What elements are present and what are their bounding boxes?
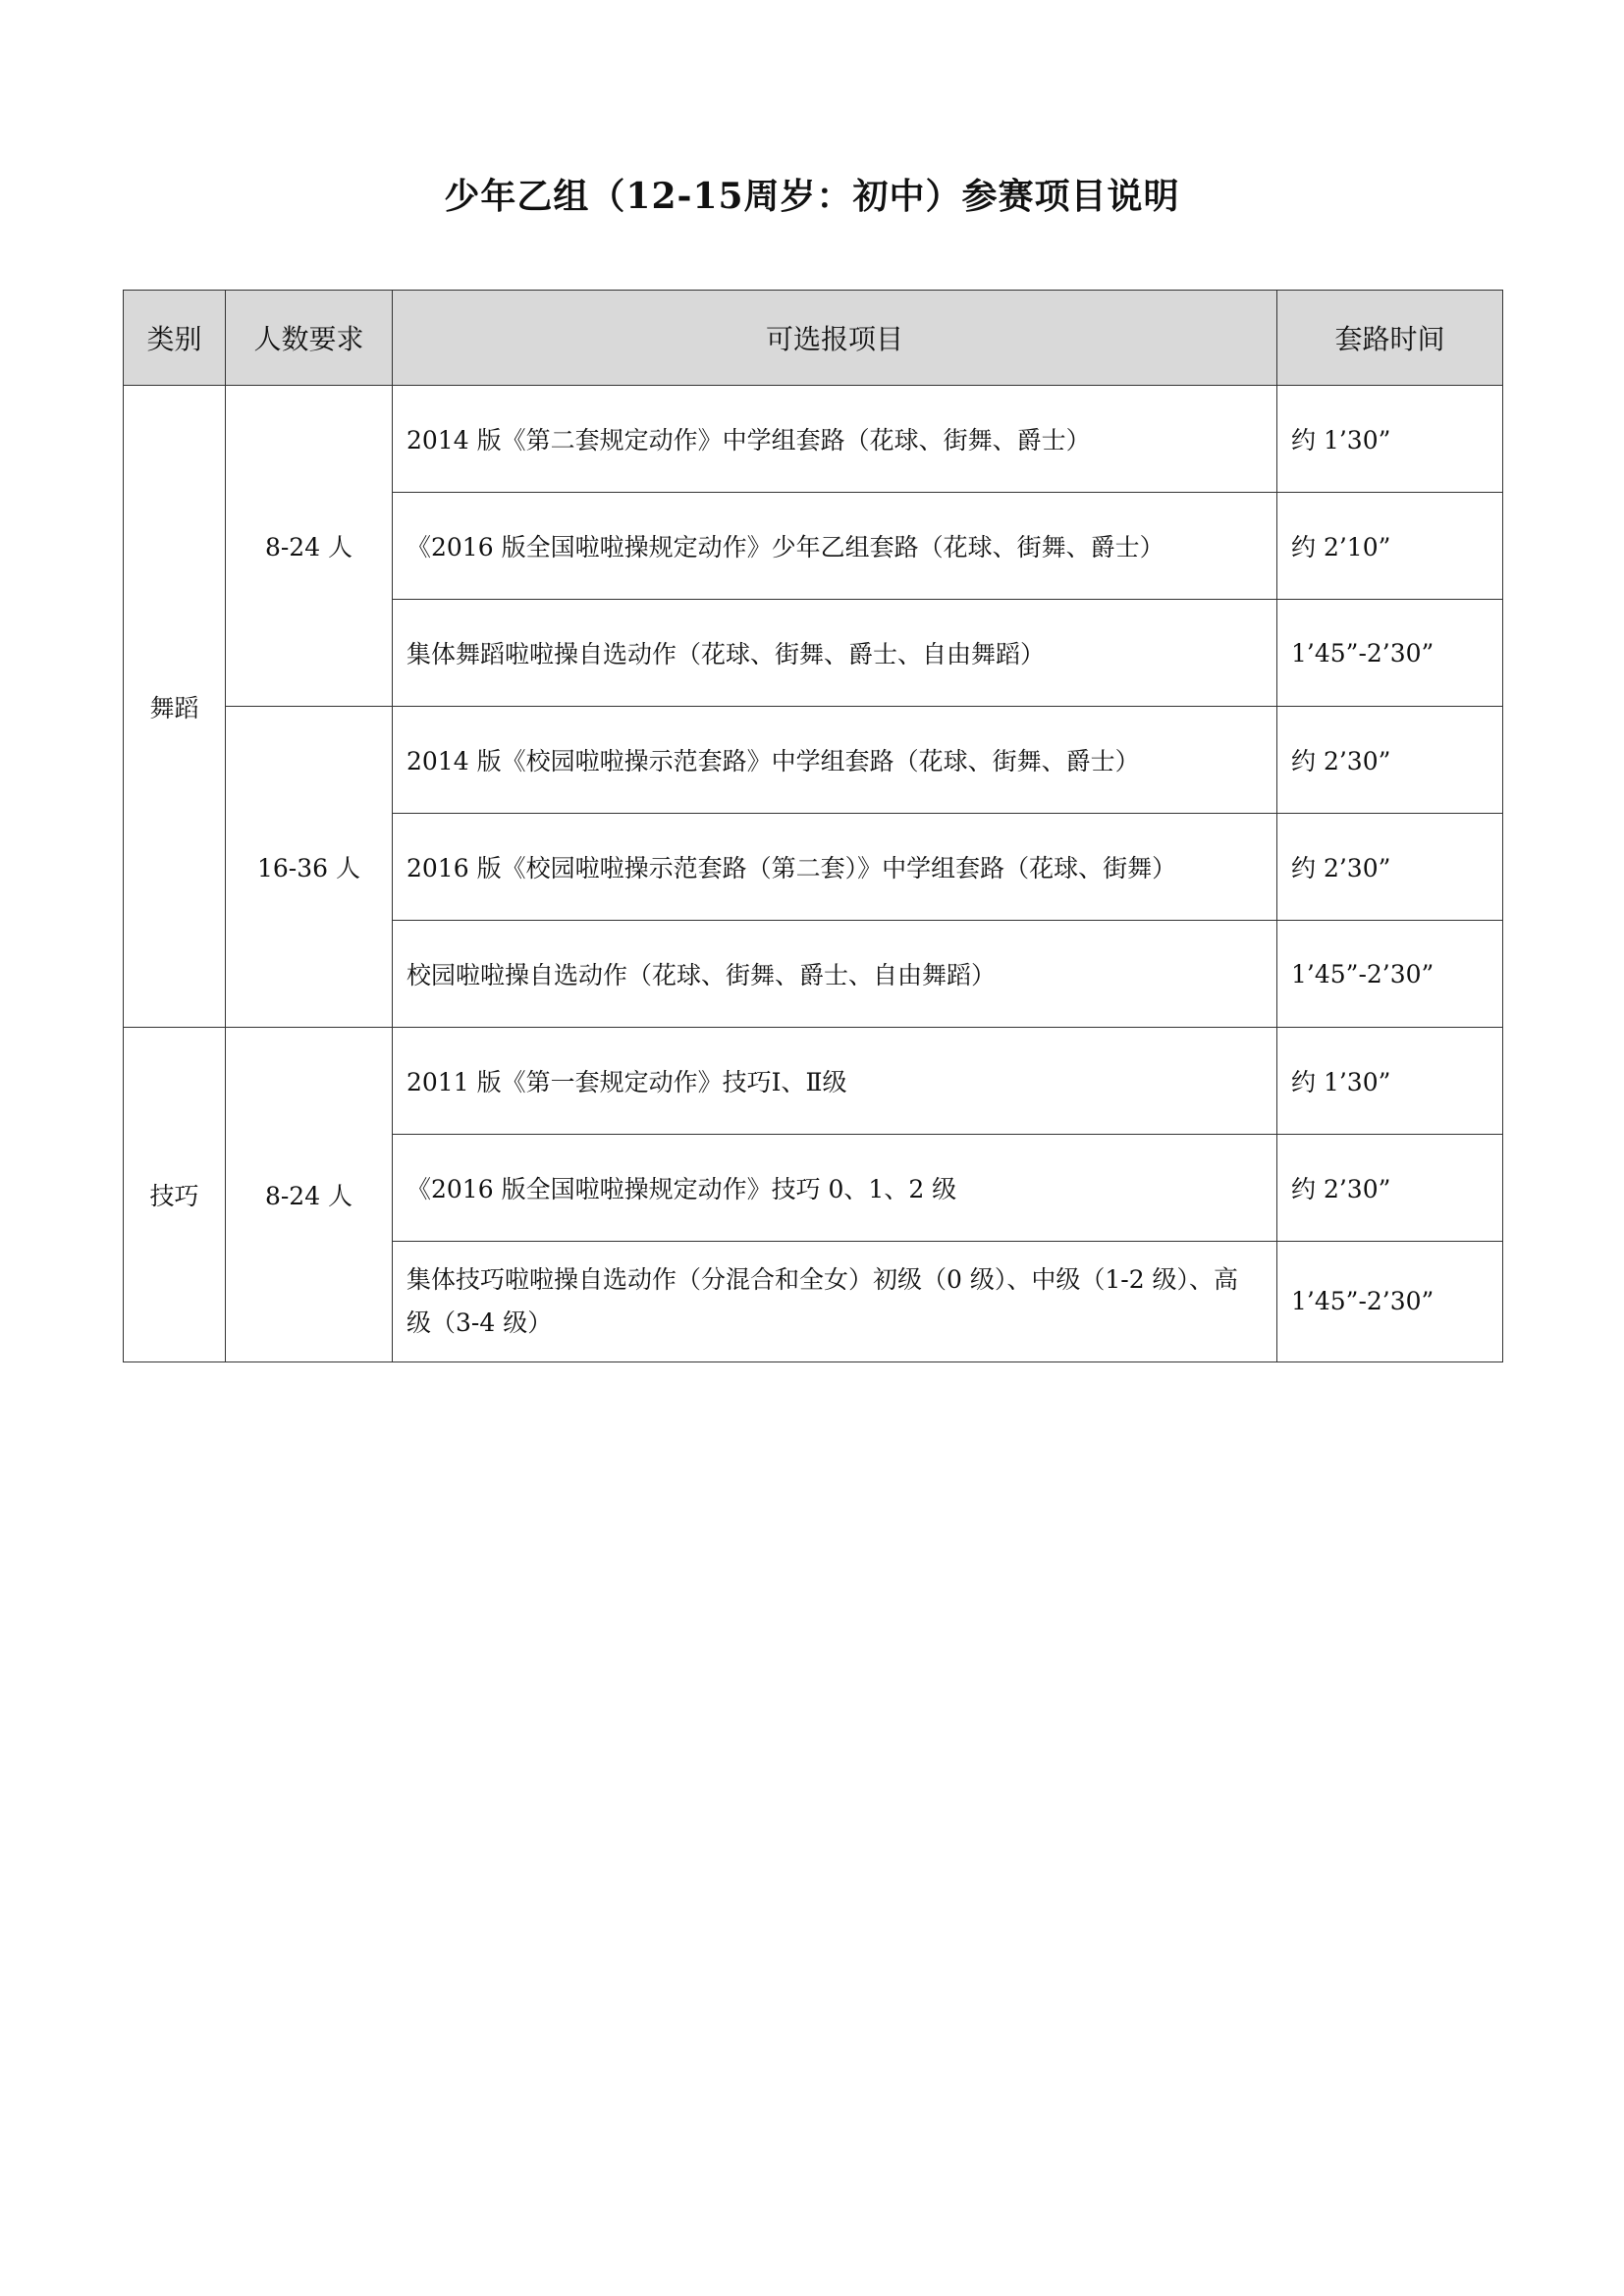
item-cell: 2011 版《第一套规定动作》技巧Ⅰ、Ⅱ级	[393, 1028, 1277, 1135]
category-cell: 舞蹈	[124, 386, 226, 1028]
time-cell: 约 2’30”	[1277, 814, 1503, 921]
count-cell: 16-36 人	[226, 707, 393, 1028]
time-cell: 约 2’30”	[1277, 1135, 1503, 1242]
events-table	[123, 290, 1503, 1362]
item-cell: 《2016 版全国啦啦操规定动作》技巧 0、1、2 级	[393, 1135, 1277, 1242]
header-category: 类别	[124, 291, 226, 386]
table-header-row	[124, 291, 1503, 386]
count-cell: 8-24 人	[226, 1028, 393, 1362]
item-cell: 集体舞蹈啦啦操自选动作（花球、街舞、爵士、自由舞蹈）	[393, 600, 1277, 707]
page-title: 少年乙组（12-15周岁：初中）参赛项目说明	[444, 176, 1180, 217]
item-cell: 2014 版《第二套规定动作》中学组套路（花球、街舞、爵士）	[393, 386, 1277, 493]
item-cell: 《2016 版全国啦啦操规定动作》少年乙组套路（花球、街舞、爵士）	[393, 493, 1277, 600]
item-cell: 校园啦啦操自选动作（花球、街舞、爵士、自由舞蹈）	[393, 921, 1277, 1028]
count-cell: 8-24 人	[226, 386, 393, 707]
header-items: 可选报项目	[393, 291, 1277, 386]
time-cell: 约 2’30”	[1277, 707, 1503, 814]
header-time: 套路时间	[1277, 291, 1503, 386]
time-cell: 1’45”-2’30”	[1277, 600, 1503, 707]
item-cell: 2016 版《校园啦啦操示范套路（第二套）》中学组套路（花球、街舞）	[393, 814, 1277, 921]
table-row	[124, 707, 1503, 814]
time-cell: 约 2’10”	[1277, 493, 1503, 600]
category-cell: 技巧	[124, 1028, 226, 1362]
table-row	[124, 386, 1503, 493]
time-cell: 1’45”-2’30”	[1277, 1242, 1503, 1362]
item-cell: 集体技巧啦啦操自选动作（分混合和全女）初级（0 级）、中级（1-2 级）、高级（3-4 级）	[393, 1242, 1277, 1362]
time-cell: 约 1’30”	[1277, 1028, 1503, 1135]
time-cell: 1’45”-2’30”	[1277, 921, 1503, 1028]
time-cell: 约 1’30”	[1277, 386, 1503, 493]
table-row	[124, 1028, 1503, 1135]
item-cell: 2014 版《校园啦啦操示范套路》中学组套路（花球、街舞、爵士）	[393, 707, 1277, 814]
header-count: 人数要求	[226, 291, 393, 386]
